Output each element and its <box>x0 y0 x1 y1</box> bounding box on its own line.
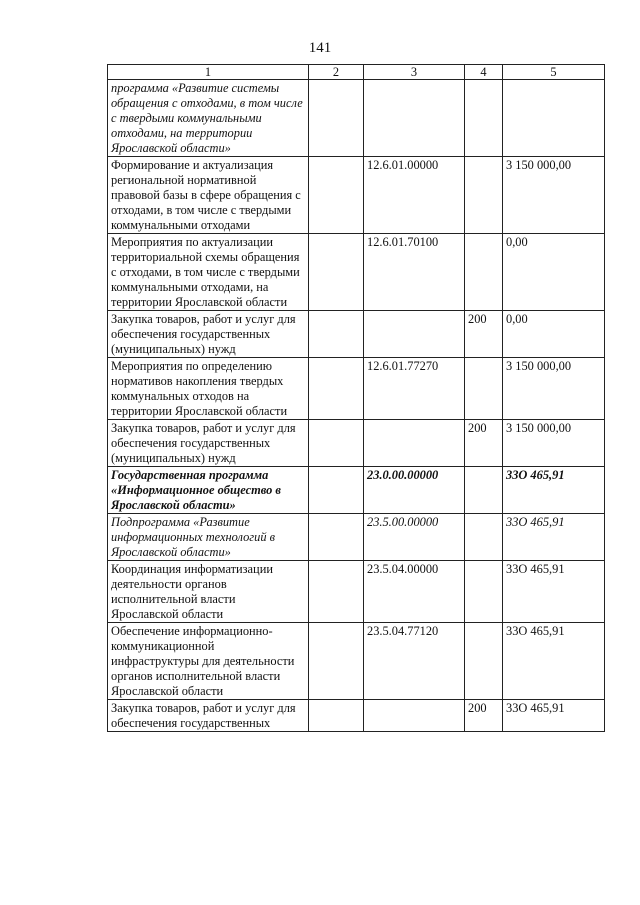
row-col2 <box>309 311 364 358</box>
header-col-3: 3 <box>364 65 465 80</box>
row-amount: 3 150 000,00 <box>503 358 605 420</box>
table-header-row <box>108 65 605 80</box>
header-col-1: 1 <box>108 65 309 80</box>
table-row <box>108 80 605 157</box>
table-row <box>108 700 605 732</box>
page-number: 141 <box>308 40 332 56</box>
row-code: 12.6.01.00000 <box>364 157 465 234</box>
table-row <box>108 311 605 358</box>
row-expense-type: 200 <box>465 700 503 732</box>
row-expense-type: 200 <box>465 420 503 467</box>
table-row <box>108 514 605 561</box>
table-row <box>108 157 605 234</box>
row-col2 <box>309 623 364 700</box>
row-code <box>364 420 465 467</box>
row-code: 23.0.00.00000 <box>364 467 465 514</box>
row-name: Закупка товаров, работ и услуг для обеспечения государственных (муниципальных) нужд <box>108 420 309 467</box>
row-amount: 33О 465,91 <box>503 467 605 514</box>
table-row <box>108 234 605 311</box>
row-amount: 3 150 000,00 <box>503 420 605 467</box>
header-col-5: 5 <box>503 65 605 80</box>
row-expense-type <box>465 80 503 157</box>
row-expense-type <box>465 514 503 561</box>
row-amount <box>503 80 605 157</box>
row-expense-type <box>465 623 503 700</box>
row-col2 <box>309 700 364 732</box>
row-expense-type <box>465 467 503 514</box>
row-expense-type <box>465 358 503 420</box>
budget-table <box>107 64 605 732</box>
row-col2 <box>309 420 364 467</box>
table-row <box>108 623 605 700</box>
row-code <box>364 311 465 358</box>
header-col-4: 4 <box>465 65 503 80</box>
row-expense-type: 200 <box>465 311 503 358</box>
row-name: Государственная программа «Информационное общество в Ярославской области» <box>108 467 309 514</box>
row-name: Закупка товаров, работ и услуг для обеспечения государственных (муниципальных) нужд <box>108 311 309 358</box>
header-col-2: 2 <box>309 65 364 80</box>
row-amount: 0,00 <box>503 234 605 311</box>
row-amount: 3 150 000,00 <box>503 157 605 234</box>
row-col2 <box>309 358 364 420</box>
row-name: Обеспечение информационно-коммуникационной инфраструктуры для деятельности органов исполнительной власти Ярославской области <box>108 623 309 700</box>
row-col2 <box>309 514 364 561</box>
row-expense-type <box>465 561 503 623</box>
row-amount: 33О 465,91 <box>503 700 605 732</box>
row-amount: 33О 465,91 <box>503 623 605 700</box>
row-amount: 0,00 <box>503 311 605 358</box>
row-code: 12.6.01.70100 <box>364 234 465 311</box>
row-col2 <box>309 561 364 623</box>
row-name: Мероприятия по актуализации территориальной схемы обращения с отходами, в том числе с твердыми коммунальными отходами, на территории Ярославской области <box>108 234 309 311</box>
table-row <box>108 420 605 467</box>
row-code <box>364 80 465 157</box>
row-expense-type <box>465 234 503 311</box>
row-name: программа «Развитие системы обращения с отходами, в том числе с твердыми коммунальными отходами, на территории Ярославской области» <box>108 80 309 157</box>
row-col2 <box>309 467 364 514</box>
table-row <box>108 358 605 420</box>
row-name: Формирование и актуализация региональной нормативной правовой базы в сфере обращения с отходами, в том числе с твердыми коммунальными отходами <box>108 157 309 234</box>
row-name: Мероприятия по определению нормативов накопления твердых коммунальных отходов на территории Ярославской области <box>108 358 309 420</box>
row-code: 23.5.00.00000 <box>364 514 465 561</box>
row-code <box>364 700 465 732</box>
row-name: Координация информатизации деятельности органов исполнительной власти Ярославской области <box>108 561 309 623</box>
row-name: Подпрограмма «Развитие информационных технологий в Ярославской области» <box>108 514 309 561</box>
row-amount: 33О 465,91 <box>503 514 605 561</box>
row-name: Закупка товаров, работ и услуг для обеспечения государственных <box>108 700 309 732</box>
row-code: 23.5.04.77120 <box>364 623 465 700</box>
row-code: 12.6.01.77270 <box>364 358 465 420</box>
row-col2 <box>309 80 364 157</box>
table-row <box>108 467 605 514</box>
row-amount: 33О 465,91 <box>503 561 605 623</box>
table-row <box>108 561 605 623</box>
row-col2 <box>309 157 364 234</box>
row-col2 <box>309 234 364 311</box>
row-code: 23.5.04.00000 <box>364 561 465 623</box>
row-expense-type <box>465 157 503 234</box>
